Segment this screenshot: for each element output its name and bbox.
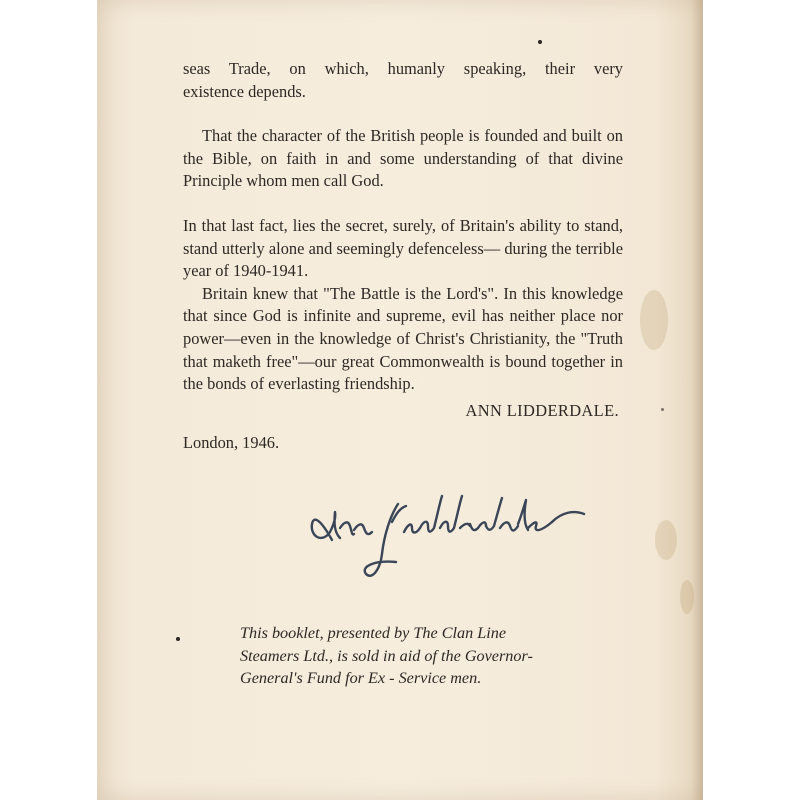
footnote <box>240 622 600 690</box>
place-and-date: London, 1946. <box>183 433 280 453</box>
page-gutter-shadow <box>691 0 703 800</box>
ink-speck <box>661 408 664 411</box>
paper-stain <box>680 580 694 614</box>
paragraph-battle-is-the-lords: Britain knew that "The Battle is the Lord's". In this knowledge that since God is infinite and supreme, evil has neither place nor power—even in the knowledge of Christ's Christianity, the "Truth that maketh free"—our great Commonwealth is bound together in the bonds of everlasting friendship. <box>183 283 623 394</box>
footnote-line: General's Fund for Ex - Service men. <box>240 669 482 687</box>
ink-speck <box>176 637 180 641</box>
footnote-line: This booklet, presented by The Clan Line <box>240 624 507 642</box>
ink-speck <box>538 40 542 44</box>
text-line: existence depends. <box>183 81 306 101</box>
paper-stain <box>655 520 677 560</box>
paragraph-secret-of-britain: In that last fact, lies the secret, surely, of Britain's ability to stand, stand utterly alone and seemingly defenceless— during the terrible year of 1940-1941. <box>183 215 623 281</box>
signatory-name: ANN LIDDERDALE. <box>465 400 619 420</box>
handwritten-signature <box>300 462 590 592</box>
letter-body <box>183 58 623 455</box>
text-line: seas Trade, on which, humanly speaking, their very <box>183 59 623 78</box>
paragraph-continued <box>183 58 623 103</box>
footnote-line: Steamers Ltd., is sold in aid of the Governor- <box>240 646 533 665</box>
paragraph-british-character: That the character of the British people is founded and built on the Bible, on faith in and some understanding of that divine Principle whom men call God. <box>183 126 623 191</box>
paper-stain <box>640 290 668 350</box>
